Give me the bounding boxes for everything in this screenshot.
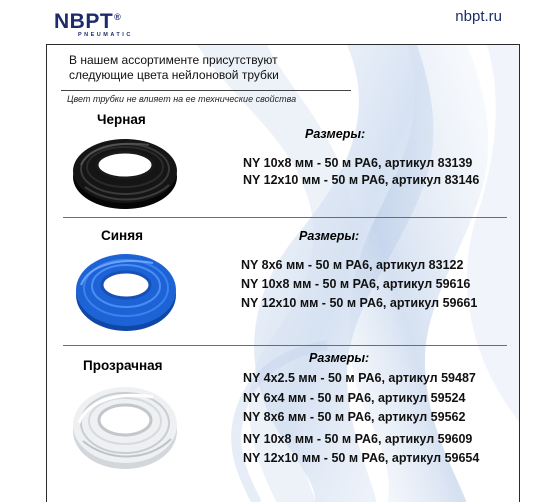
section-blue-item: NY 8x6 мм - 50 м PA6, артикул 83122 [241,258,464,272]
content-frame [46,44,520,502]
site-link[interactable]: nbpt.ru [455,8,502,25]
brand-logo[interactable] [54,6,133,38]
section-blue-sizes-title: Размеры: [299,229,360,243]
blue-tube-coil-image [73,245,179,335]
section-blue-item: NY 10x8 мм - 50 м PA6, артикул 59616 [241,277,471,291]
section-blue-item: NY 12x10 мм - 50 м PA6, артикул 59661 [241,296,478,310]
clear-tube-coil-image [69,375,181,473]
intro-divider [61,90,351,91]
intro-line-1: В нашем ассортименте присутствуют [69,53,278,67]
section-clear-item: NY 12x10 мм - 50 м PA6, артикул 59654 [243,451,480,465]
brand-name: NBPT [54,10,114,33]
section-clear-item: NY 4x2.5 мм - 50 м PA6, артикул 59487 [243,371,476,385]
brand-registered-mark: ® [114,12,122,22]
brand-subtitle: PNEUMATIC [78,32,133,38]
section-clear-sizes-title: Размеры: [309,351,370,365]
section-blue-label: Синяя [101,228,143,243]
intro-line-2: следующие цвета нейлоновой трубки [69,68,279,82]
intro-note: Цвет трубки не влияет на ее технические свойства [67,94,297,104]
black-tube-coil-image [69,129,181,213]
section-divider [63,345,507,346]
section-black-sizes-title: Размеры: [305,127,366,141]
section-clear-label: Прозрачная [83,358,163,373]
section-clear-item: NY 10x8 мм - 50 м PA6, артикул 59609 [243,432,473,446]
intro-text [69,53,279,83]
section-divider [63,217,507,218]
section-clear-item: NY 8x6 мм - 50 м PA6, артикул 59562 [243,410,466,424]
section-clear-item: NY 6x4 мм - 50 м PA6, артикул 59524 [243,391,466,405]
section-black-item: NY 12x10 мм - 50 м PA6, артикул 83146 [243,173,480,187]
section-black-label: Черная [97,112,146,127]
section-black-item: NY 10x8 мм - 50 м PA6, артикул 83139 [243,156,473,170]
